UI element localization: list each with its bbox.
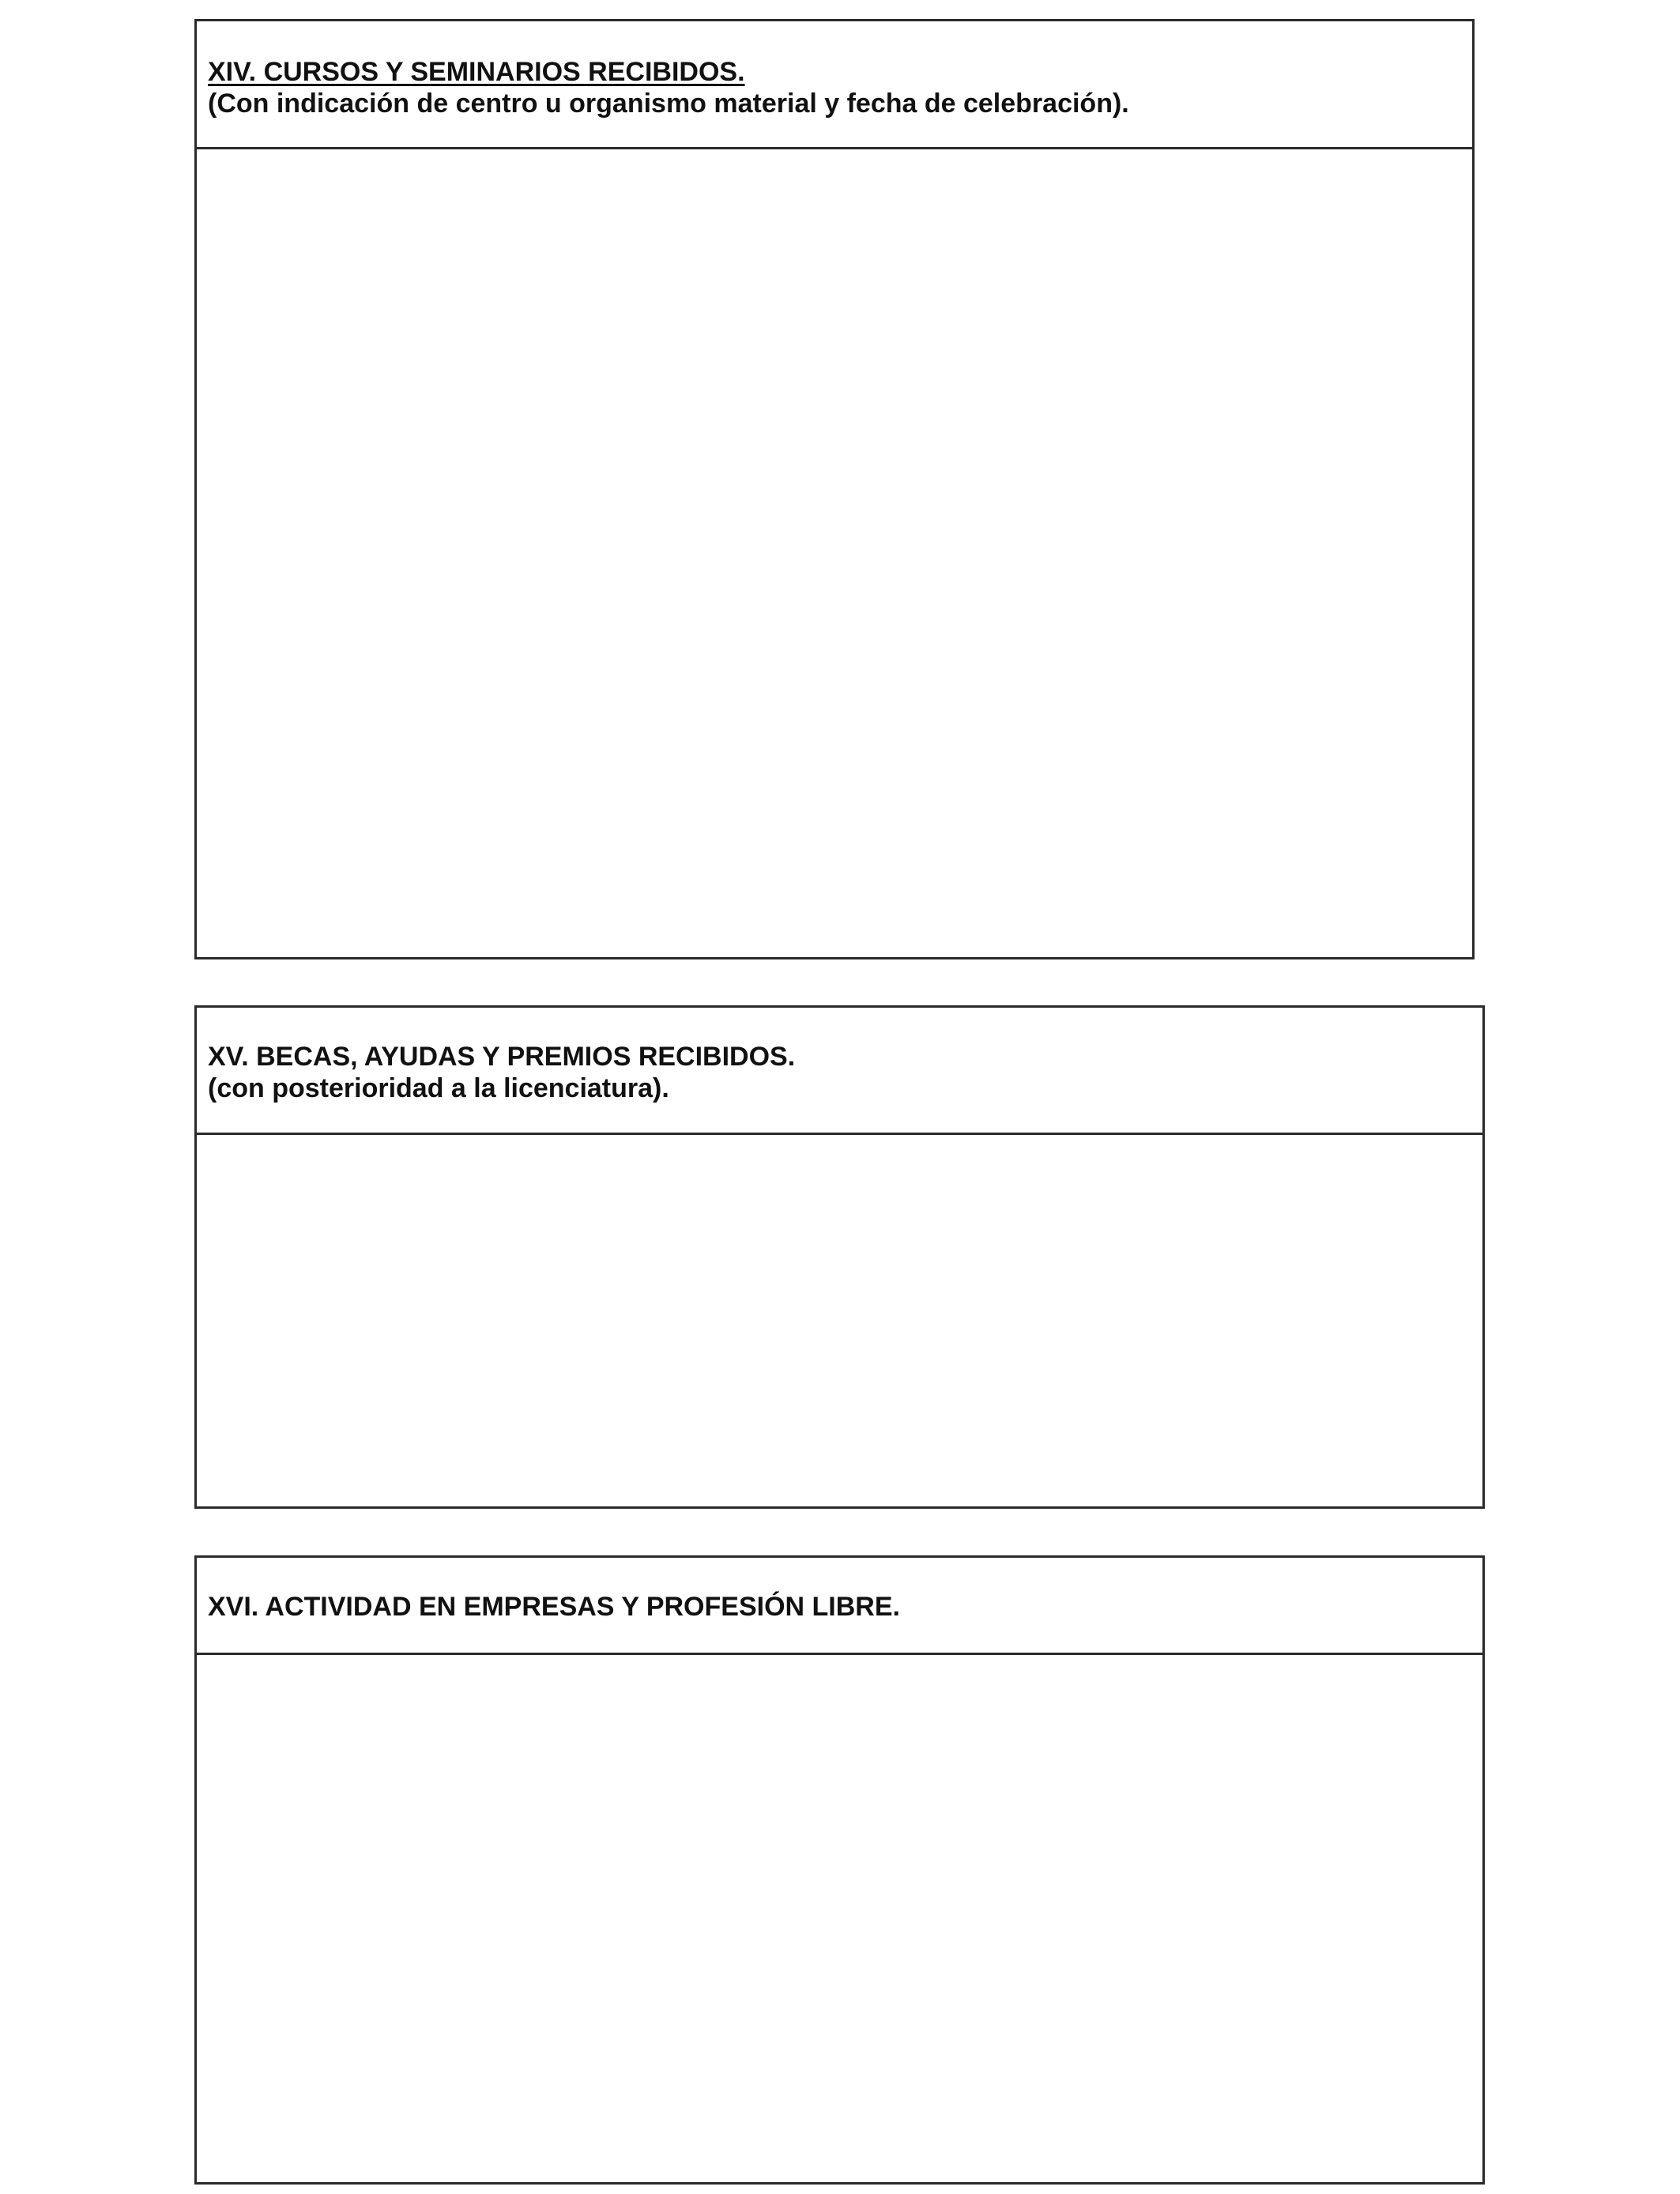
section-title: XVI. ACTIVIDAD EN EMPRESAS Y PROFESIÓN LIBRE.	[208, 1592, 900, 1622]
section-content-area[interactable]	[197, 149, 1472, 957]
section-xiv-cursos-seminarios	[194, 19, 1475, 959]
section-xv-becas-ayudas-premios	[194, 1005, 1485, 1509]
section-header	[197, 21, 1472, 149]
section-header	[197, 1558, 1482, 1655]
section-header	[197, 1008, 1482, 1135]
section-subtitle: (Con indicación de centro u organismo material y fecha de celebración).	[208, 89, 1129, 119]
section-xvi-actividad-empresas	[194, 1555, 1485, 2185]
section-title: XV. BECAS, AYUDAS Y PREMIOS RECIBIDOS.	[208, 1042, 796, 1072]
section-title: XIV. CURSOS Y SEMINARIOS RECIBIDOS.	[208, 57, 745, 87]
section-content-area[interactable]	[197, 1135, 1482, 1506]
section-subtitle: (con posterioridad a la licenciatura).	[208, 1073, 669, 1103]
section-content-area[interactable]	[197, 1655, 1482, 2182]
